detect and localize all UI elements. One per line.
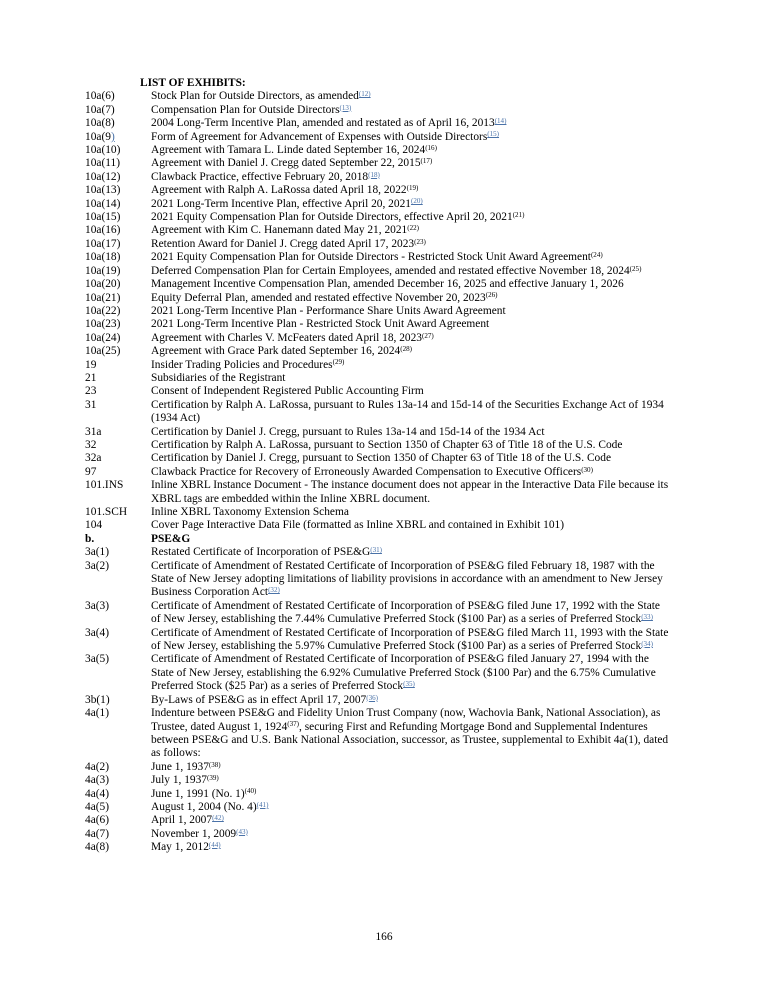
exhibit-description-text: April 1, 2007 (151, 814, 213, 827)
exhibit-description-text: Agreement with Charles V. McFeaters dated April 18, 2023 (151, 331, 423, 344)
exhibit-number (85, 332, 151, 345)
exhibit-number (85, 184, 151, 197)
exhibit-number (85, 318, 151, 331)
exhibit-number-text: 21 (85, 371, 97, 384)
exhibit-number-text: 3a(4) (85, 626, 110, 639)
exhibit-row (85, 332, 670, 345)
exhibit-description (151, 627, 670, 654)
exhibit-row (85, 694, 670, 707)
exhibit-row (85, 198, 670, 211)
exhibit-number-text: 10a(6) (85, 90, 115, 103)
exhibit-row (85, 774, 670, 787)
exhibit-number-text: 10a(13) (85, 184, 121, 197)
footnote-ref: (39) (207, 773, 219, 782)
exhibit-description-text: May 1, 2012 (151, 841, 209, 854)
footnote-link[interactable]: (34) (641, 639, 653, 648)
exhibit-description (151, 506, 670, 519)
exhibit-number (85, 292, 151, 305)
exhibit-row (85, 184, 670, 197)
exhibit-number-text: 4a(7) (85, 827, 110, 840)
exhibit-row (85, 211, 670, 224)
exhibit-description (151, 707, 670, 761)
exhibit-number-text: 10a(7) (85, 103, 115, 116)
exhibit-row (85, 627, 670, 654)
footnote-ref: (27) (422, 331, 434, 340)
exhibit-number (85, 144, 151, 157)
exhibit-row (85, 117, 670, 130)
exhibit-description (151, 157, 670, 170)
exhibit-description (151, 318, 670, 331)
footnote-ref: (24) (590, 251, 603, 260)
exhibit-number (85, 251, 151, 264)
exhibit-description-text: 2021 Long-Term Incentive Plan - Performance Share Units Award Agreement (151, 304, 506, 317)
exhibit-number (85, 841, 151, 854)
exhibit-number (85, 519, 151, 532)
footnote-link[interactable]: (43) (236, 827, 248, 836)
exhibit-number (85, 560, 151, 573)
footnote-link[interactable]: (35) (403, 680, 415, 689)
exhibit-number (85, 801, 151, 814)
exhibit-description-text: Cover Page Interactive Data File (formatted as Inline XBRL and contained in Exhibit 101) (151, 519, 564, 532)
exhibit-description-text: Agreement with Kim C. Hanemann dated May 21, 2021 (151, 224, 408, 237)
footnote-ref: (22) (407, 224, 419, 233)
exhibit-number-text: 31 (85, 398, 97, 411)
exhibit-row (85, 426, 670, 439)
exhibit-description (151, 533, 670, 546)
footnote-link[interactable]: (20) (410, 197, 423, 206)
exhibit-number (85, 533, 151, 546)
exhibit-description-text: PSE&G (151, 532, 191, 545)
exhibit-row (85, 157, 670, 170)
exhibit-row (85, 600, 670, 627)
footnote-ref: (16) (425, 143, 437, 152)
exhibit-description (151, 399, 670, 426)
exhibit-number-text: 10a(14) (85, 197, 121, 210)
exhibit-number-text: 104 (85, 519, 103, 532)
exhibit-description (151, 774, 670, 787)
exhibit-number-text: 4a(6) (85, 814, 110, 827)
exhibit-number-text: 4a(1) (85, 707, 110, 720)
exhibit-description (151, 439, 670, 452)
exhibit-number (85, 653, 151, 666)
exhibit-number (85, 224, 151, 237)
footnote-ref: (21) (512, 210, 525, 219)
exhibit-number-text: 3a(3) (85, 599, 110, 612)
exhibit-number-text: 97 (85, 465, 97, 478)
exhibit-number (85, 104, 151, 117)
exhibit-description (151, 184, 670, 197)
exhibit-number-text: 32 (85, 438, 97, 451)
exhibit-number (85, 814, 151, 827)
exhibit-description (151, 265, 670, 278)
exhibit-number-text: 4a(8) (85, 841, 110, 854)
exhibit-description-text: Certification by Daniel J. Cregg, pursuant to Rules 13a-14 and 15d-14 of the 1934 Act (151, 425, 545, 438)
exhibit-row (85, 814, 670, 827)
exhibit-number (85, 90, 151, 103)
exhibit-row (85, 801, 670, 814)
footnote-link[interactable]: (12) (358, 90, 371, 99)
exhibit-number-text: 10a(16) (85, 224, 121, 237)
exhibit-number (85, 265, 151, 278)
exhibit-description-text: By-Laws of PSE&G as in effect April 17, 2007 (151, 693, 367, 706)
exhibit-description (151, 144, 670, 157)
exhibit-row (85, 292, 670, 305)
exhibit-number (85, 774, 151, 787)
exhibit-row (85, 278, 670, 291)
exhibit-number (85, 627, 151, 640)
exhibit-description (151, 560, 670, 600)
footnote-ref: (19) (406, 184, 419, 193)
exhibit-description-text: Restated Certificate of Incorporation of PSE&G (151, 546, 371, 559)
exhibit-description-text: 2021 Long-Term Incentive Plan, effective April 20, 2021 (151, 197, 411, 210)
footnote-ref: (26) (485, 291, 498, 300)
exhibit-row (85, 546, 670, 559)
footnote-link[interactable]: (41) (256, 800, 269, 809)
exhibit-number-text: b. (85, 532, 95, 545)
exhibit-description-text: Agreement with Ralph A. LaRossa dated April 18, 2022 (151, 184, 407, 197)
exhibit-number-text: 3a(2) (85, 559, 110, 572)
exhibit-number-text: 10a(15) (85, 211, 121, 224)
footnote-ref: (37) (287, 720, 300, 729)
footnote-ref: (30) (581, 465, 593, 474)
page-number: 166 (375, 931, 393, 943)
exhibit-row (85, 305, 670, 318)
exhibit-description-text: Certification by Ralph A. LaRossa, pursuant to Section 1350 of Chapter 63 of Title 18 of the U.S. Code (151, 438, 623, 451)
exhibit-number (85, 211, 151, 224)
footnote-link[interactable]: (44) (208, 840, 221, 849)
exhibit-number-text: 4a(3) (85, 774, 110, 787)
footnote-ref: (17) (420, 157, 433, 166)
exhibit-description (151, 694, 670, 707)
exhibit-number (85, 828, 151, 841)
footnote-ref: (29) (332, 358, 345, 367)
exhibit-row (85, 519, 670, 532)
exhibit-number (85, 171, 151, 184)
exhibit-rows-container (85, 90, 670, 854)
exhibit-description (151, 198, 670, 211)
exhibit-description-text: Clawback Practice, effective February 20, 2018 (151, 170, 369, 183)
exhibit-number (85, 131, 151, 144)
exhibit-description-text: Agreement with Daniel J. Cregg dated September 22, 2015 (151, 157, 421, 170)
exhibit-row (85, 399, 670, 426)
exhibit-description (151, 251, 670, 264)
footnote-ref: (38) (208, 760, 221, 769)
exhibit-description-text: Compensation Plan for Outside Directors (151, 103, 340, 116)
exhibit-number (85, 546, 151, 559)
exhibit-number-text: 4a(2) (85, 760, 110, 773)
exhibit-row (85, 761, 670, 774)
exhibit-number-text: 10a(20) (85, 278, 121, 291)
exhibit-description-text: Deferred Compensation Plan for Certain Employees, amended and restated effective November 18, 2024 (151, 264, 630, 277)
exhibit-row (85, 318, 670, 331)
exhibit-description-text: 2021 Equity Compensation Plan for Outside Directors - Restricted Stock Unit Award Agreement (151, 251, 591, 264)
footnote-link[interactable]: (31) (370, 546, 382, 555)
exhibit-row (85, 452, 670, 465)
exhibit-description (151, 305, 670, 318)
exhibit-description (151, 788, 670, 801)
exhibit-number-text: 32a (85, 452, 102, 465)
exhibit-row (85, 653, 670, 693)
footnote-link[interactable]: (18) (368, 170, 380, 179)
exhibit-description-text: Management Incentive Compensation Plan, amended December 16, 2025 and effective January 1, 2026 (151, 278, 624, 291)
exhibit-number-text: 10a(12) (85, 170, 121, 183)
exhibit-row (85, 265, 670, 278)
exhibit-row (85, 707, 670, 761)
exhibit-description-text: June 1, 1937 (151, 760, 209, 773)
exhibit-description-text: June 1, 1991 (No. 1) (151, 787, 245, 800)
exhibit-description (151, 104, 670, 117)
exhibit-number (85, 426, 151, 439)
footnote-link[interactable]: (14) (494, 117, 507, 126)
exhibit-description-text: Certificate of Amendment of Restated Certificate of Incorporation of PSE&G filed January 27, 1994 with the State of New Jersey, establishing the 6.92% Cumulative Preferred Stock ($100 Par) and the 6.75% Cumulative Preferred Stock ($25 Par) as a series of Preferred Stock (151, 653, 656, 693)
exhibit-description-text: Certification by Ralph A. LaRossa, pursuant to Rules 13a-14 and 15d-14 of the Securities Exchange Act of 1934 (1934 Act) (151, 398, 664, 425)
exhibit-description (151, 211, 670, 224)
exhibit-number (85, 238, 151, 251)
exhibit-number (85, 305, 151, 318)
exhibit-number-text: 23 (85, 385, 97, 398)
footnote-link[interactable]: (32) (268, 586, 280, 595)
exhibit-number-text: 3b(1) (85, 693, 110, 706)
exhibit-number-text: 10a(19) (85, 264, 121, 277)
exhibit-number (85, 788, 151, 801)
exhibit-number-text: 10a(11) (85, 157, 121, 170)
exhibit-description-text: Subsidiaries of the Registrant (151, 371, 286, 384)
footnote-link[interactable]: (13) (339, 103, 352, 112)
exhibit-number (85, 117, 151, 130)
exhibit-number-text: 101.SCH (85, 506, 128, 518)
exhibit-description-text: Agreement with Grace Park dated September 16, 2024 (151, 345, 401, 358)
exhibit-description (151, 171, 670, 184)
exhibit-row (85, 372, 670, 385)
exhibits-list (85, 77, 670, 855)
footnote-ref: (25) (629, 264, 642, 273)
exhibit-description-text: Form of Agreement for Advancement of Expenses with Outside Directors (151, 130, 488, 143)
exhibit-description-text: Equity Deferral Plan, amended and restated effective November 20, 2023 (151, 291, 486, 304)
exhibit-number-text: 10a(17) (85, 237, 121, 250)
exhibit-description-text: November 1, 2009 (151, 827, 237, 840)
exhibit-description (151, 131, 670, 144)
exhibit-description (151, 479, 670, 506)
exhibit-number-text: 10a(23) (85, 318, 121, 331)
exhibit-number (85, 198, 151, 211)
exhibit-row (85, 560, 670, 600)
exhibit-description-text: August 1, 2004 (No. 4) (151, 800, 257, 813)
footnote-link[interactable]: (42) (212, 814, 224, 823)
exhibit-number-text: 31a (85, 425, 102, 438)
footnote-ref: (28) (400, 344, 412, 353)
exhibit-description (151, 332, 670, 345)
exhibit-number-text: 4a(5) (85, 800, 110, 813)
exhibit-description (151, 292, 670, 305)
exhibit-number-text: 10a(24) (85, 331, 121, 344)
exhibit-description (151, 801, 670, 814)
exhibit-row (85, 841, 670, 854)
exhibit-row (85, 506, 670, 519)
exhibit-description-text: Certification by Daniel J. Cregg, pursuant to Section 1350 of Chapter 63 of Title 18 of the U.S. Code (151, 452, 611, 465)
exhibit-description (151, 238, 670, 251)
exhibit-number (85, 707, 151, 720)
exhibit-number (85, 157, 151, 170)
exhibit-description (151, 117, 670, 130)
exhibit-description (151, 828, 670, 841)
exhibit-description (151, 546, 670, 559)
exhibit-row (85, 224, 670, 237)
exhibit-description-text: , securing First and Refunding Mortgage Bond and Supplemental Indentures between PSE&G and U.S. Bank National Association, successor, as Trustee, supplemental to Exhibit 4a(1), dated as follows: (151, 720, 669, 760)
exhibit-number-text: 10a(9 (85, 130, 111, 143)
exhibit-description-text: 2021 Equity Compensation Plan for Outside Directors, effective April 20, 2021 (151, 211, 513, 224)
exhibit-description (151, 385, 670, 398)
exhibit-description (151, 814, 670, 827)
footnote-link[interactable]: (36) (366, 693, 378, 702)
exhibit-description-text: Inline XBRL Instance Document - The instance document does not appear in the Interactive Data File because its XBRL tags are embedded within the Inline XBRL document. (151, 479, 669, 505)
exhibit-description (151, 345, 670, 358)
exhibit-description (151, 359, 670, 372)
exhibit-row (85, 144, 670, 157)
exhibit-number (85, 452, 151, 465)
exhibit-number-text: 4a(4) (85, 787, 110, 800)
exhibit-description-text: July 1, 1937 (151, 774, 208, 787)
exhibit-number (85, 385, 151, 398)
exhibit-number-text: 10a(21) (85, 291, 121, 304)
exhibit-number-text: 10a(10) (85, 144, 121, 157)
exhibit-description (151, 426, 670, 439)
exhibit-description (151, 653, 670, 693)
exhibit-description-text: Agreement with Tamara L. Linde dated September 16, 2024 (151, 144, 426, 157)
exhibit-number (85, 694, 151, 707)
exhibit-row (85, 788, 670, 801)
exhibit-row (85, 385, 670, 398)
exhibit-description-text: Indenture between PSE&G and Fidelity Union Trust Company (now, Wachovia Bank, National Association), as Trustee, dated August 1, 1924 (151, 707, 661, 733)
footnote-link[interactable]: (33) (641, 613, 653, 622)
exhibit-number (85, 479, 151, 492)
exhibit-number-text: 10a(22) (85, 304, 121, 317)
exhibit-number-link[interactable]: ) (110, 130, 115, 143)
exhibit-number-text: 3a(5) (85, 653, 110, 666)
exhibit-number (85, 359, 151, 372)
exhibit-number-text: 10a(8) (85, 117, 115, 130)
exhibit-number-text: 101.INS (85, 479, 124, 492)
exhibit-number (85, 600, 151, 613)
footnote-link[interactable]: (15) (487, 130, 500, 139)
exhibit-description (151, 372, 670, 385)
exhibit-row (85, 251, 670, 264)
exhibit-number (85, 761, 151, 774)
exhibit-row (85, 171, 670, 184)
exhibit-description-text: Stock Plan for Outside Directors, as amended (151, 90, 359, 103)
exhibit-number (85, 439, 151, 452)
exhibit-description-text: 2021 Long-Term Incentive Plan - Restricted Stock Unit Award Agreement (151, 318, 490, 331)
footnote-ref: (40) (244, 787, 257, 796)
exhibit-description-text: Certificate of Amendment of Restated Certificate of Incorporation of PSE&G filed June 17, 1992 with the State of New Jersey, establishing the 7.44% Cumulative Preferred Stock ($100 Par) as a series of Preferred Stock (151, 599, 660, 626)
exhibit-description-text: Insider Trading Policies and Procedures (151, 358, 333, 371)
exhibit-row (85, 439, 670, 452)
exhibit-description-text: Consent of Independent Registered Public Accounting Firm (151, 385, 424, 398)
exhibit-row (85, 466, 670, 479)
exhibit-number-text: 10a(18) (85, 251, 121, 264)
exhibit-description (151, 841, 670, 854)
exhibit-description-text: 2004 Long-Term Incentive Plan, amended and restated as of April 16, 2013 (151, 117, 495, 130)
exhibit-description (151, 278, 670, 291)
exhibit-number (85, 372, 151, 385)
exhibit-row (85, 359, 670, 372)
exhibit-row (85, 828, 670, 841)
exhibit-description (151, 90, 670, 103)
exhibit-description-text: Certificate of Amendment of Restated Certificate of Incorporation of PSE&G filed March 11, 1993 with the State of New Jersey, establishing the 5.97% Cumulative Preferred Stock ($100 Par) as a series of Preferred Stock (151, 626, 669, 653)
exhibit-row (85, 90, 670, 103)
exhibit-row (85, 345, 670, 358)
exhibit-row (85, 238, 670, 251)
exhibit-description (151, 519, 670, 532)
exhibit-number-text: 10a(25) (85, 345, 121, 358)
exhibit-number (85, 506, 151, 519)
exhibit-description-text: Clawback Practice for Recovery of Erroneously Awarded Compensation to Executive Officers (151, 465, 582, 478)
footnote-ref: (23) (414, 237, 426, 246)
exhibit-description-text: Certificate of Amendment of Restated Certificate of Incorporation of PSE&G filed February 18, 1987 with the State of New Jersey adopting limitations of liability provisions in accordance with an amendment to New Jersey Business Corporation Act (151, 559, 663, 599)
exhibit-row (85, 533, 670, 546)
exhibit-number-text: 19 (85, 358, 97, 371)
exhibit-row (85, 479, 670, 506)
exhibit-row (85, 131, 670, 144)
exhibit-description-text: Retention Award for Daniel J. Cregg dated April 17, 2023 (151, 237, 415, 250)
exhibit-number (85, 399, 151, 412)
exhibit-description (151, 224, 670, 237)
exhibit-row (85, 104, 670, 117)
exhibit-description (151, 761, 670, 774)
exhibit-description (151, 600, 670, 627)
exhibit-number (85, 278, 151, 291)
exhibit-description (151, 452, 670, 465)
exhibit-number (85, 345, 151, 358)
exhibit-description-text: Inline XBRL Taxonomy Extension Schema (151, 506, 349, 518)
exhibit-number (85, 466, 151, 479)
list-title: LIST OF EXHIBITS: (140, 77, 246, 89)
exhibit-number-text: 3a(1) (85, 546, 110, 559)
exhibit-description (151, 466, 670, 479)
